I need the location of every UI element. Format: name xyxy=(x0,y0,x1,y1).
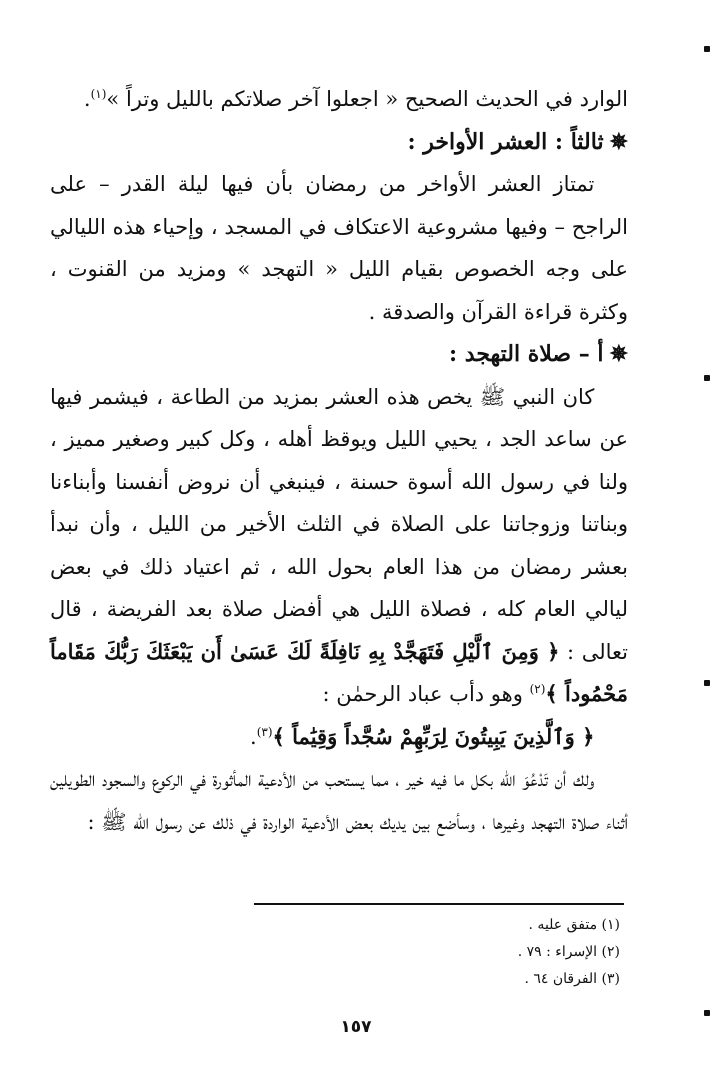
paragraph-quran-furqan xyxy=(50,716,628,759)
tahajjud-text: كان النبي ﷺ يخص هذه العشر بمزيد من الطاعة ، فيشمر فيها عن ساعد الجد ، يحيي الليل ويوقظ أهله ، وكل كبير وصغير مميز ، ولنا في رسول الله أسوة حسنة ، فينبغي أن نروض أنفسنا وأبناءنا وبناتنا وزوجاتنا على الصلاة في الثلث الأخير من الليل ، وأن نبدأ بعشر رمضان من هذا العام بحول الله ، ثم اعتياد ذلك في بعض ليالي العام كله ، فصلاة الليل هي أفضل صلاة بعد الفريضة ، قال تعالى : xyxy=(50,384,628,664)
furqan-end: . xyxy=(250,724,257,749)
star-icon: ✵ xyxy=(609,128,628,155)
footnote-ref-3: (٣) xyxy=(256,724,273,739)
paragraph-tahajjud xyxy=(50,376,628,716)
heading-last-ten xyxy=(50,121,628,164)
margin-mark xyxy=(704,375,710,381)
paragraph-last-ten: تمتاز العشر الأواخر من رمضان بأن فيها ليلة القدر – على الراجح – وفيها مشروعية الاعتكاف في المسجد ، وإحياء هذه الليالي على وجه الخصوص بقيام الليل « التهجد » ومزيد من القنوت ، وكثرة قراءة القرآن والصدقة . xyxy=(50,172,628,324)
footnote-2: (٢) الإسراء : ٧٩ . xyxy=(517,944,620,960)
margin-mark xyxy=(704,680,710,686)
footnote-divider xyxy=(254,903,624,905)
heading-tahajjud xyxy=(50,333,628,376)
quran-verse-isra: ﴿ وَمِنَ ٱلَّيْلِ فَتَهَجَّدْ بِهِ نَافِلَةً لَكَ عَسَىٰ أَن يَبْعَثَكَ رَبُّكَ مَقَاماً مَحْمُوداً ﴾ xyxy=(50,638,628,706)
footnote-ref-1: (١) xyxy=(90,87,107,101)
tahajjud-text-end: وهو دأب عباد الرحمٰن : xyxy=(322,682,523,706)
heading-tahajjud-text: أ – صلاة التهجد : xyxy=(449,341,604,367)
margin-mark xyxy=(704,1010,710,1016)
paragraph-supplication: ولك أن تَدْعُوَ الله بكل ما فيه خير ، مما يستحب من الأدعية المأثورة في الركوع والسجود الطويلين أثناء صلاة التهجد وغيرها ، وسأضع بين يديك بعض الأدعية الواردة في ذلك عن رسول الله ﷺ : xyxy=(50,767,628,834)
star-icon: ✵ xyxy=(609,341,628,367)
heading-last-ten-text: ثالثاً : العشر الأواخر : xyxy=(407,128,604,155)
hadith-end: . xyxy=(83,87,91,111)
quran-verse-furqan: ﴿ وَٱلَّذِينَ يَبِيتُونَ لِرَبِّهِمْ سُجَّداً وَقِيَٰماً ﴾ xyxy=(272,723,595,749)
hadith-text: الوارد في الحديث الصحيح « اجعلوا آخر صلاتكم بالليل وتراً » xyxy=(106,87,628,111)
page-number: ١٥٧ xyxy=(340,1017,372,1037)
footnote-3: (٣) الفرقان ٦٤ . xyxy=(524,971,620,987)
paragraph-hadith-line xyxy=(50,78,628,121)
footnote-ref-2: (٢) xyxy=(529,682,546,696)
page-body xyxy=(50,78,628,843)
margin-mark xyxy=(704,46,710,52)
footnotes xyxy=(240,912,620,993)
footnote-1: (١) متفق عليه . xyxy=(528,917,620,933)
